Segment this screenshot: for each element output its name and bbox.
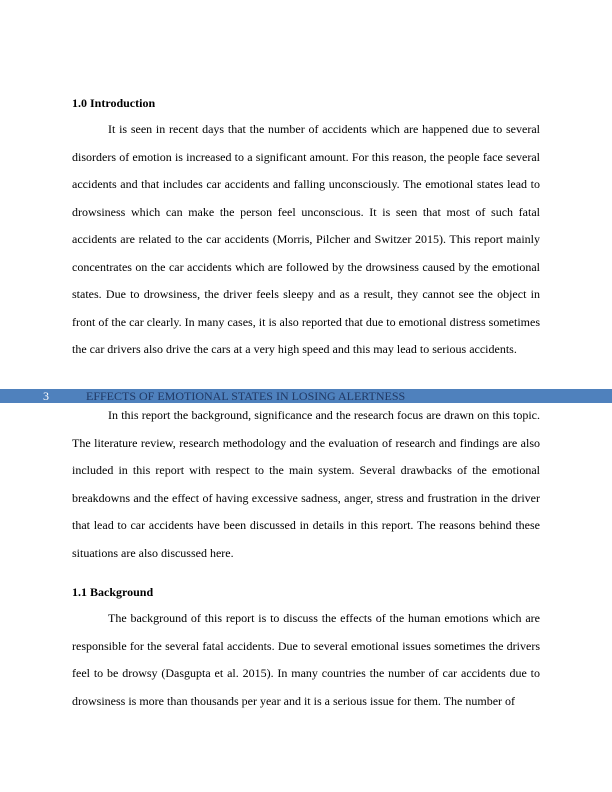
introduction-heading: 1.0 Introduction [72,96,156,110]
running-title: EFFECTS OF EMOTIONAL STATES IN LOSING ALERTNESS [86,389,406,403]
page-number: 3 [43,389,49,403]
background-paragraph-1: The background of this report is to discuss the effects of the human emotions which are responsible for the several fatal accidents. Due to several emotional issues sometimes the drivers feel to be drowsy (Dasgupta et al. 2015). In many countries the number of car accidents due to drowsiness is more than thousands per year and it is a serious issue for them. The number of [72,611,540,708]
running-header-bar [0,389,612,403]
background-heading: 1.1 Background [72,585,154,599]
introduction-paragraph-2: In this report the background, significance and the research focus are drawn on this topic. The literature review, research methodology and the evaluation of research and findings are also included in this report with respect to the main system. Several drawbacks of the emotional breakdowns and the effect of having excessive sadness, anger, stress and frustration in the driver that lead to car accidents have been discussed in details in this report. The reasons behind these situations are also discussed here. [72,408,540,560]
introduction-paragraph-1: It is seen in recent days that the number of accidents which are happened due to several disorders of emotion is increased to a significant amount. For this reason, the people face several accidents and that includes car accidents and falling unconsciously. The emotional states lead to drowsiness which can make the person feel unconscious. It is seen that most of such fatal accidents are related to the car accidents (Morris, Pilcher and Switzer 2015). This report mainly concentrates on the car accidents which are followed by the drowsiness caused by the emotional states. Due to drowsiness, the driver feels sleepy and as a result, they cannot see the object in front of the car clearly. In many cases, it is also reported that due to emotional distress sometimes the car drivers also drive the cars at a very high speed and this may lead to serious accidents. [72,122,540,356]
